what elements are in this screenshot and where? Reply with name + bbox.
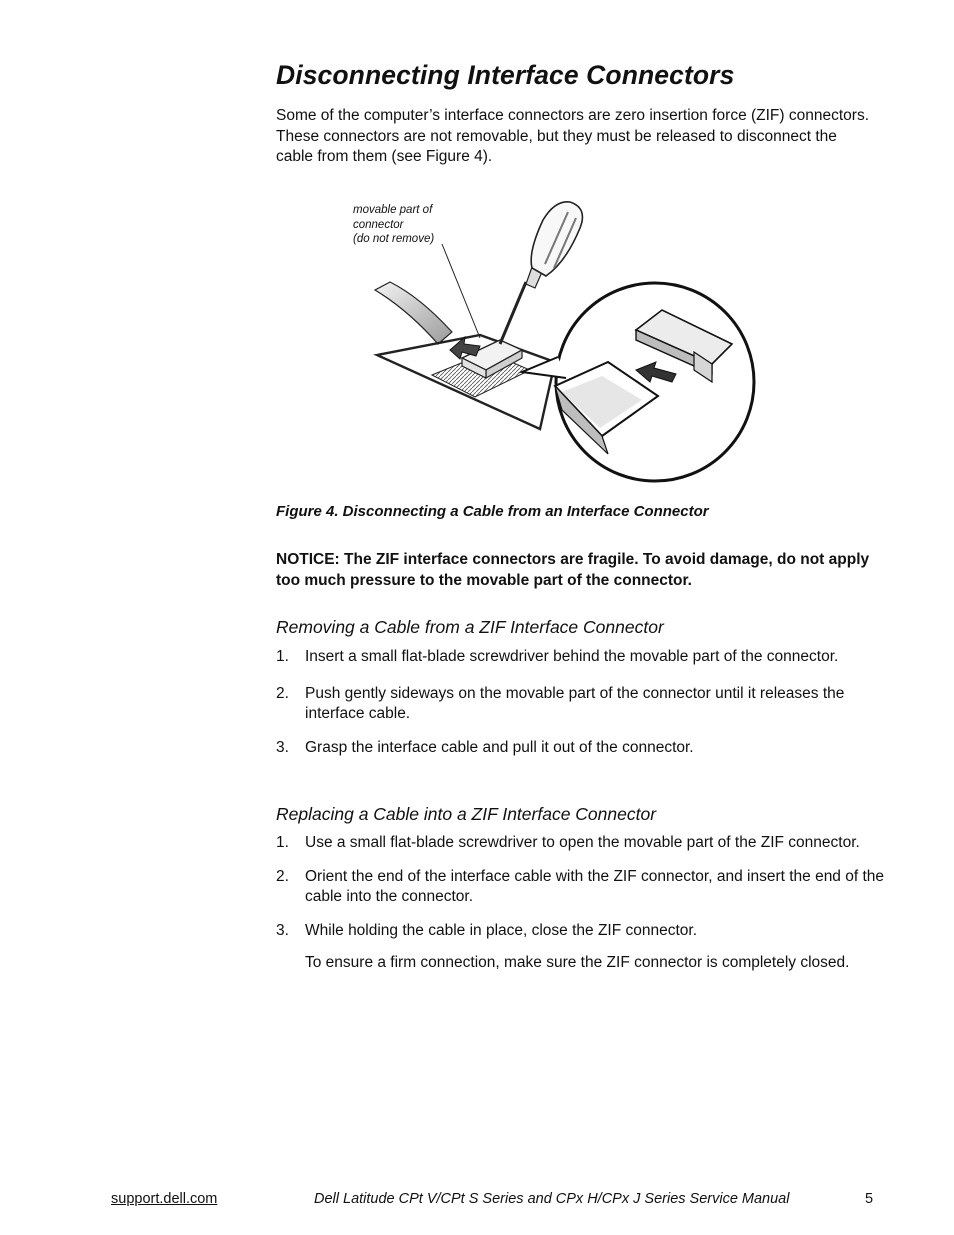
step-number: 3. [276, 738, 289, 756]
step-number: 1. [276, 834, 289, 851]
callout-line: (do not remove) [353, 233, 435, 245]
list-item [276, 921, 886, 974]
step-note: To ensure a firm connection, make sure the ZIF connector is completely closed. [305, 954, 850, 971]
callout-line: movable part of [353, 204, 433, 216]
list-item [276, 684, 886, 725]
step-text: Insert a small flat-blade screwdriver behind the movable part of the connector. [305, 648, 839, 665]
step-number: 2. [276, 684, 289, 702]
figure-caption: Figure 4. Disconnecting a Cable from an Interface Connector [276, 503, 709, 520]
list-item [276, 647, 886, 668]
removing-steps-list [276, 647, 886, 758]
step-text: Push gently sideways on the movable part of the connector until it releases the interface cable. [305, 684, 845, 722]
page-title: Disconnecting Interface Connectors [276, 60, 735, 90]
step-number: 1. [276, 648, 289, 665]
step-text: Orient the end of the interface cable with the ZIF connector, and insert the end of the cable into the connector. [305, 867, 885, 905]
callout-line: connector [353, 218, 404, 231]
list-item [276, 867, 886, 908]
replacing-steps-list [276, 833, 886, 974]
figure-callout-label [353, 203, 434, 247]
support-link[interactable]: support.dell.com [111, 1191, 218, 1207]
intro-paragraph: Some of the computer’s interface connectors are zero insertion force (ZIF) connectors. These connectors are not removable, but they must be released to disconnect the cable from them (see Figure 4). [276, 107, 869, 165]
list-item [276, 738, 886, 759]
footer-manual-title: Dell Latitude CPt V/CPt S Series and CPx H/CPx J Series Service Manual [314, 1191, 790, 1207]
step-text: Use a small flat-blade screwdriver to open the movable part of the ZIF connector. [305, 834, 860, 851]
step-number: 2. [276, 867, 289, 885]
removing-heading: Removing a Cable from a ZIF Interface Connector [276, 617, 664, 637]
replacing-heading: Replacing a Cable into a ZIF Interface Connector [276, 804, 657, 824]
page-number: 5 [865, 1191, 874, 1207]
figure-4-illustration [340, 192, 760, 487]
notice-text: NOTICE: The ZIF interface connectors are fragile. To avoid damage, do not apply too much pressure to the movable part of the connector. [276, 551, 870, 589]
step-text: Grasp the interface cable and pull it out of the connector. [305, 738, 694, 756]
step-number: 3. [276, 921, 289, 939]
step-text: While holding the cable in place, close the ZIF connector. [305, 921, 698, 939]
list-item [276, 833, 886, 854]
